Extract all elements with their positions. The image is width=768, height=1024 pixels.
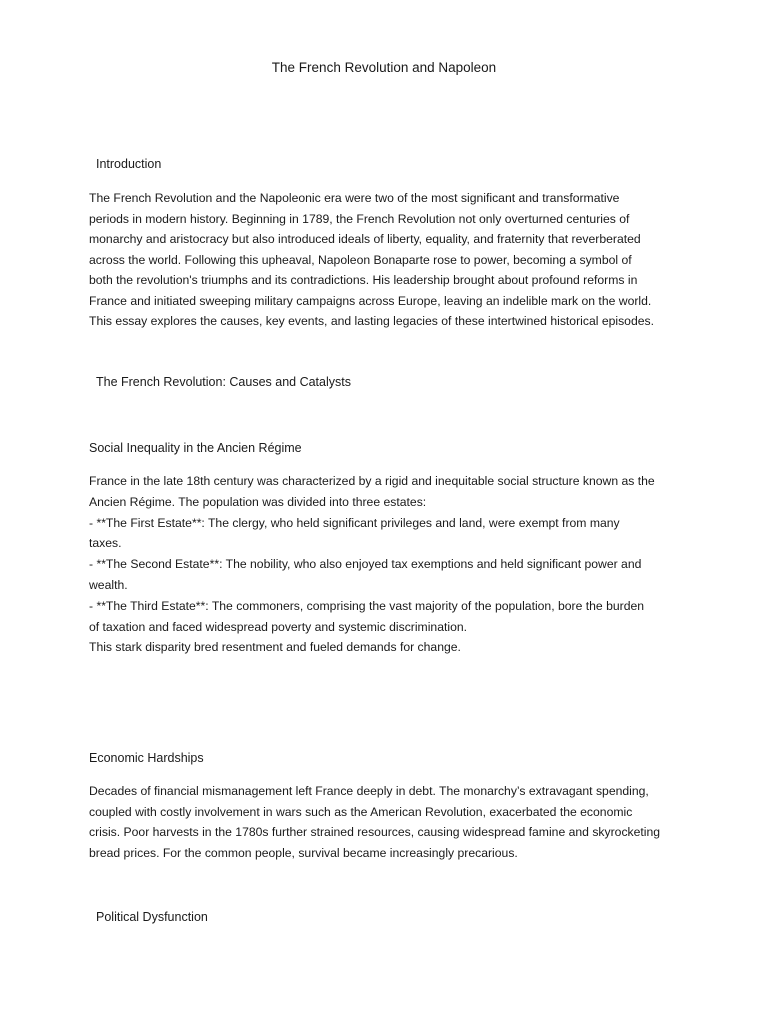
text-line: crisis. Poor harvests in the 1780s further strained resources, causing widespread famine and skyrocketing	[89, 825, 661, 839]
list-item-second-estate: - **The Second Estate**: The nobility, who also enjoyed tax exemptions and held significant power and	[89, 557, 642, 572]
heading-causes: The French Revolution: Causes and Catalysts	[96, 375, 351, 389]
text-line: across the world. Following this upheaval, Napoleon Bonaparte rose to power, becoming a symbol of	[89, 252, 632, 267]
paragraph-introduction	[89, 188, 689, 332]
paragraph-economic-hardships	[89, 781, 689, 863]
list-item-third-estate: - **The Third Estate**: The commoners, comprising the vast majority of the population, bore the burden	[89, 598, 645, 613]
text-line: monarchy and aristocracy but also introduced ideals of liberty, equality, and fraternity that reverberated	[89, 232, 641, 246]
list-item-first-estate: - **The First Estate**: The clergy, who held significant privileges and land, were exempt from many	[89, 515, 620, 530]
paragraph-social-inequality	[89, 471, 689, 658]
text-line: periods in modern history. Beginning in 1789, the French Revolution not only overturned centuries of	[89, 211, 630, 226]
heading-political-dysfunction: Political Dysfunction	[96, 910, 208, 924]
text-line: Ancien Régime. The population was divided into three estates:	[89, 494, 427, 509]
text-line: France and initiated sweeping military campaigns across Europe, leaving an indelible mark on the world.	[89, 293, 652, 308]
text-line: This stark disparity bred resentment and fueled demands for change.	[89, 640, 461, 655]
heading-introduction: Introduction	[96, 157, 162, 171]
text-line: The French Revolution and the Napoleonic era were two of the most significant and transformative	[89, 191, 620, 205]
heading-economic-hardships: Economic Hardships	[89, 751, 204, 765]
text-line: This essay explores the causes, key events, and lasting legacies of these intertwined historical episodes.	[89, 314, 654, 328]
text-line: Decades of financial mismanagement left France deeply in debt. The monarchy’s extravagant spending,	[89, 784, 649, 798]
heading-social-inequality: Social Inequality in the Ancien Régime	[89, 441, 302, 455]
text-line: both the revolution's triumphs and its contradictions. His leadership brought about profound reforms in	[89, 273, 638, 287]
document-title: The French Revolution and Napoleon	[271, 60, 497, 75]
text-line: wealth.	[89, 577, 128, 592]
text-line: coupled with costly involvement in wars such as the American Revolution, exacerbated the economic	[89, 804, 633, 819]
text-line: France in the late 18th century was characterized by a rigid and inequitable social structure known as the	[89, 474, 655, 488]
text-line: of taxation and faced widespread poverty and systemic discrimination.	[89, 619, 468, 634]
text-line: taxes.	[89, 536, 122, 551]
text-line: bread prices. For the common people, survival became increasingly precarious.	[89, 845, 518, 860]
